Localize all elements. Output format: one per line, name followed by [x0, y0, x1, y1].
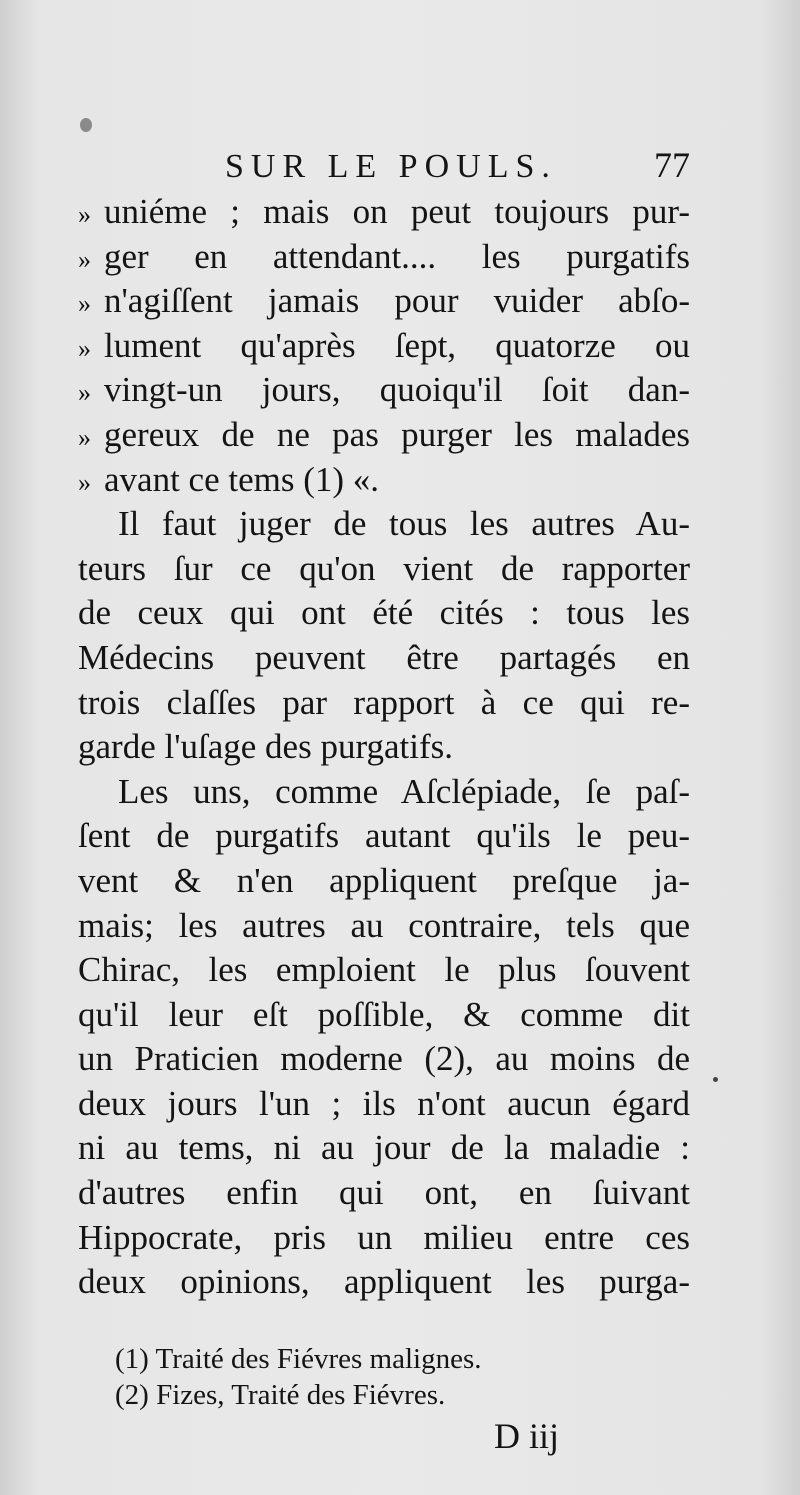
text-line: [78, 725, 690, 770]
text-line: [78, 190, 690, 235]
line-text: de ceux qui ont été cités : tous les: [78, 593, 690, 633]
quote-mark: »: [78, 289, 89, 319]
footnote-1: (1) Traité des Fiévres malignes.: [115, 1343, 482, 1375]
line-text: Médecins peuvent être partagés en: [78, 637, 690, 677]
text-line: [78, 904, 690, 949]
line-text: avant ce tems (1) «.: [104, 459, 380, 499]
line-text: ger en attendant.... les purgatifs: [104, 236, 690, 276]
text-line: [78, 814, 690, 859]
line-text: mais; les autres au contraire, tels que: [78, 905, 690, 945]
ink-dot: [713, 1077, 718, 1082]
text-line: [78, 1037, 690, 1082]
page-header: [225, 142, 690, 186]
text-line: [78, 591, 690, 636]
line-text: deux jours l'un ; ils n'ont aucun égard: [78, 1083, 690, 1123]
line-text: n'agiſſent jamais pour vuider abſo-: [104, 281, 690, 321]
text-line: [78, 279, 690, 324]
line-text: un Praticien moderne (2), au moins de: [78, 1039, 690, 1079]
text-line: [78, 1082, 690, 1127]
line-text: qu'il leur eſt poſſible, & comme dit: [78, 994, 690, 1034]
quote-mark: »: [78, 422, 89, 452]
line-text: ſent de purgatifs autant qu'ils le peu-: [78, 816, 690, 856]
footnotes: [115, 1341, 595, 1413]
line-text: deux opinions, appliquent les purga-: [78, 1262, 690, 1302]
line-text: vingt-un jours, quoiqu'il ſoit dan-: [104, 370, 690, 410]
quote-mark: »: [78, 200, 89, 229]
text-line: [78, 948, 690, 993]
running-head: SUR LE POULS.: [225, 148, 557, 185]
signature-mark: D iij: [494, 1416, 560, 1456]
text-line: [78, 859, 690, 904]
line-text: uniéme ; mais on peut toujours pur-: [104, 192, 690, 231]
line-text: lument qu'après ſept, quatorze ou: [104, 325, 690, 365]
ink-speck: [80, 118, 92, 132]
line-text: teurs ſur ce qu'on vient de rapporter: [78, 548, 690, 588]
text-line: [78, 235, 690, 280]
line-text: Il faut juger de tous les autres Au-: [118, 504, 690, 544]
line-text: Les uns, comme Aſclépiade, ſe paſ-: [118, 771, 690, 811]
page-number: 77: [654, 145, 690, 185]
text-line: [78, 1260, 690, 1305]
line-text: gereux de ne pas purger les malades: [104, 414, 690, 454]
line-text: ni au tems, ni au jour de la maladie :: [78, 1128, 690, 1168]
text-line: [78, 681, 690, 726]
text-line: [78, 1216, 690, 1261]
text-line: [78, 458, 690, 503]
body-text: [78, 190, 690, 1305]
quote-mark: »: [78, 467, 89, 497]
text-line: [78, 413, 690, 458]
quote-mark: »: [78, 333, 89, 363]
text-line: [78, 636, 690, 681]
text-line: [78, 547, 690, 592]
line-text: d'autres enfin qui ont, en ſuivant: [78, 1173, 690, 1213]
text-line: [78, 368, 690, 413]
text-line: [78, 502, 690, 547]
text-line: [78, 1171, 690, 1216]
quote-mark: »: [78, 244, 89, 274]
line-text: Chirac, les emploient le plus ſouvent: [78, 950, 690, 990]
line-text: garde l'uſage des purgatifs.: [78, 727, 453, 767]
text-line: [78, 770, 690, 815]
text-line: [78, 1126, 690, 1171]
line-text: Hippocrate, pris un milieu entre ces: [78, 1217, 690, 1257]
line-text: trois claſſes par rapport à ce qui re-: [78, 682, 690, 722]
line-text: vent & n'en appliquent preſque ja-: [78, 860, 690, 900]
text-line: [78, 324, 690, 369]
footnote-2: (2) Fizes, Traité des Fiévres.: [115, 1379, 446, 1411]
text-line: [78, 993, 690, 1038]
quote-mark: »: [78, 378, 89, 408]
